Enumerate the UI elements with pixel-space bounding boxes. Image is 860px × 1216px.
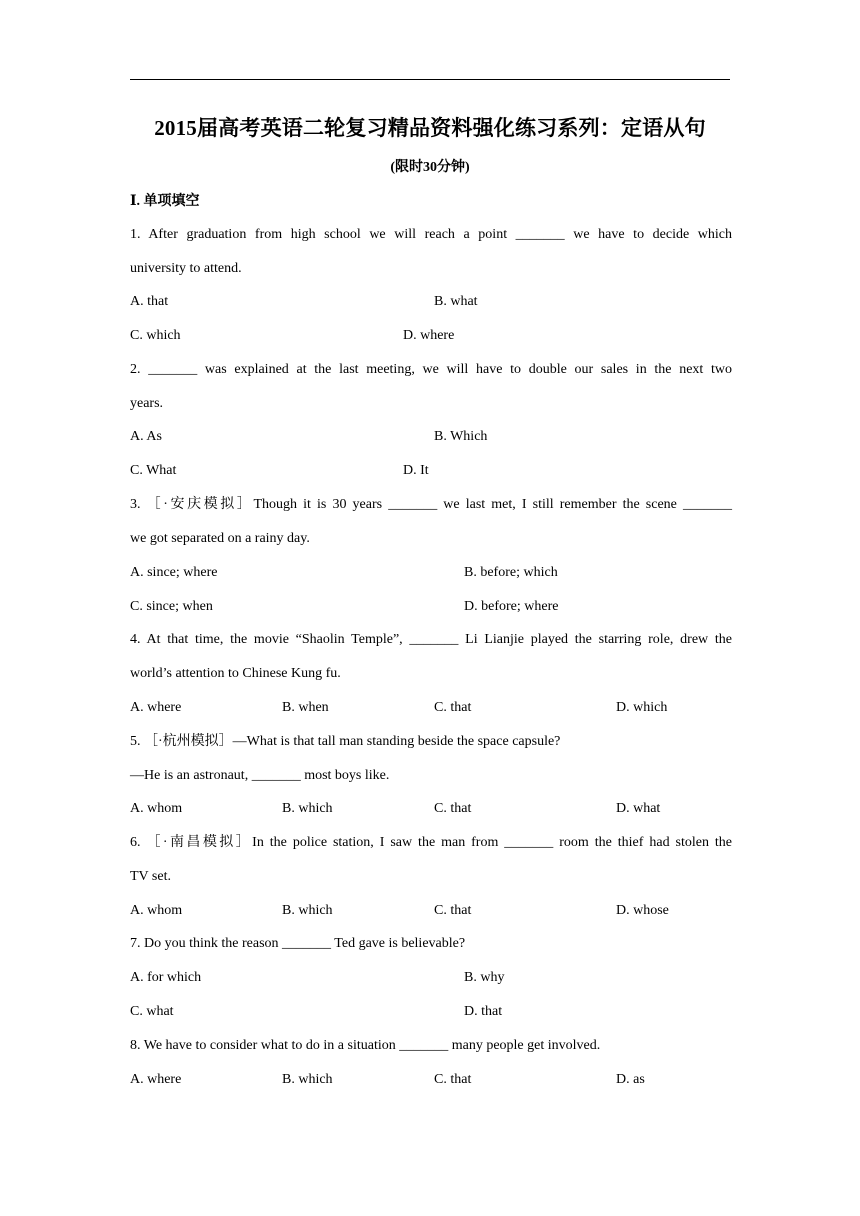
question-6-line-2: TV set. — [130, 869, 171, 884]
question-5-option-b: B. which — [282, 801, 333, 816]
question-4-line-1: 4. At that time, the movie “Shaolin Temple”, _______ Li Lianjie played the starring role, drew the — [130, 632, 732, 647]
question-3-option-b: B. before; which — [464, 565, 558, 580]
question-8-option-a: A. where — [130, 1072, 182, 1087]
question-7-option-b: B. why — [464, 970, 505, 985]
question-2-line-2: years. — [130, 396, 164, 411]
question-6-option-b: B. which — [282, 903, 333, 918]
question-5-line-2: —He is an astronaut, _______ most boys like. — [130, 768, 390, 783]
question-3-option-d: D. before; where — [464, 599, 559, 614]
question-4-option-a: A. where — [130, 700, 182, 715]
question-5-option-a: A. whom — [130, 801, 183, 816]
question-3-option-c: C. since; when — [130, 599, 213, 614]
question-3-option-a: A. since; where — [130, 565, 218, 580]
question-2-option-b: B. Which — [434, 429, 488, 444]
question-2-option-c: C. What — [130, 463, 177, 478]
question-8-option-d: D. as — [616, 1072, 645, 1087]
question-2-line-1: 2. _______ was explained at the last meeting, we will have to double our sales in the next two — [130, 362, 732, 377]
question-8-option-b: B. which — [282, 1072, 333, 1087]
question-1-option-c: C. which — [130, 328, 181, 343]
question-8-line-1: 8. We have to consider what to do in a situation _______ many people get involved. — [130, 1038, 601, 1053]
question-5-option-d: D. what — [616, 801, 661, 816]
question-5-line-1: 5. ［·杭州模拟］—What is that tall man standing beside the space capsule? — [130, 734, 561, 749]
section-heading: Ⅰ. 单项填空 — [130, 194, 200, 209]
document-title: 2015届高考英语二轮复习精品资料强化练习系列：定语从句 — [154, 116, 706, 140]
question-1-option-a: A. that — [130, 294, 169, 309]
time-limit: (限时30分钟) — [390, 160, 470, 175]
question-5-option-c: C. that — [434, 801, 472, 816]
question-3-line-1: 3. ［·安庆模拟］Though it is 30 years _______ we last met, I still remember the scene _______ — [130, 497, 732, 512]
question-1-option-b: B. what — [434, 294, 478, 309]
question-1-line-1: 1. After graduation from high school we will reach a point _______ we have to decide which — [130, 227, 732, 242]
question-4-line-2: world’s attention to Chinese Kung fu. — [130, 666, 341, 681]
question-7-option-c: C. what — [130, 1004, 174, 1019]
question-2-option-d: D. It — [403, 463, 429, 478]
question-4-option-c: C. that — [434, 700, 472, 715]
question-7-option-a: A. for which — [130, 970, 202, 985]
question-1-option-d: D. where — [403, 328, 455, 343]
question-2-option-a: A. As — [130, 429, 162, 444]
question-4-option-d: D. which — [616, 700, 668, 715]
question-8-option-c: C. that — [434, 1072, 472, 1087]
question-7-line-1: 7. Do you think the reason _______ Ted gave is believable? — [130, 936, 466, 951]
question-4-option-b: B. when — [282, 700, 329, 715]
question-6-line-1: 6. ［·南昌模拟］In the police station, I saw the man from _______ room the thief had stolen the — [130, 835, 732, 850]
question-1-line-2: university to attend. — [130, 261, 242, 276]
question-6-option-d: D. whose — [616, 903, 669, 918]
question-6-option-a: A. whom — [130, 903, 183, 918]
question-6-option-c: C. that — [434, 903, 472, 918]
question-3-line-2: we got separated on a rainy day. — [130, 531, 310, 546]
header-rule — [130, 79, 730, 80]
question-7-option-d: D. that — [464, 1004, 503, 1019]
